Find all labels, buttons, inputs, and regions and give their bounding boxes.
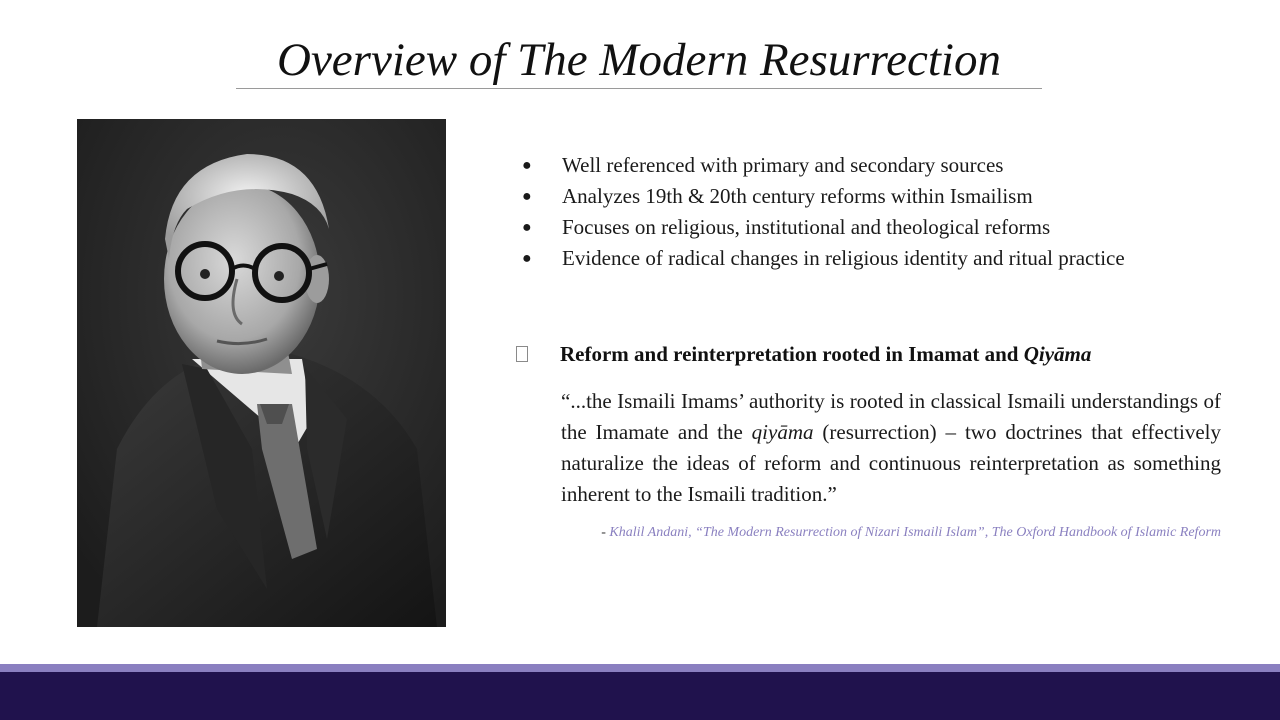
bullet-text: Evidence of radical changes in religious identity and ritual practice	[562, 246, 1125, 270]
bullet-icon: ●	[522, 157, 532, 174]
quote-text-before: “...the Ismaili Imams’ authority is rooted in classical Ismaili understandings of the Imamate and the	[561, 389, 1221, 444]
slide-title: Overview of The Modern Resurrection	[277, 34, 1001, 86]
title-underline	[236, 88, 1042, 89]
citation-source: Khalil Andani, “The Modern Resurrection of Nizari Ismaili Islam”, The Oxford Handbook of Islamic Reform	[609, 525, 1221, 540]
list-item	[522, 150, 1242, 181]
list-item	[522, 212, 1242, 243]
bullet-icon: ●	[522, 219, 532, 236]
bullet-text: Analyzes 19th & 20th century reforms within Ismailism	[562, 184, 1033, 208]
list-item	[522, 181, 1242, 212]
portrait-photo	[77, 119, 446, 627]
quote-text-after: (resurrection) – two doctrines that effectively naturalize the ideas of reform and continuous reinterpretation as something inherent to the Ismaili tradition.”	[561, 420, 1221, 506]
bullet-icon: ●	[522, 188, 532, 205]
quote-term: qiyāma	[751, 420, 814, 444]
bullet-list	[522, 150, 1242, 274]
bullet-text: Well referenced with primary and secondary sources	[562, 153, 1004, 177]
bullet-icon: ●	[522, 250, 532, 267]
bullet-text: Focuses on religious, institutional and theological reforms	[562, 215, 1051, 239]
citation	[561, 526, 1221, 540]
portrait-illustration	[77, 119, 446, 627]
list-item	[522, 243, 1242, 274]
quote-block	[561, 386, 1221, 510]
footer-bar	[0, 672, 1280, 720]
section-heading-term: Qiyāma	[1023, 342, 1092, 366]
section-heading-text: Reform and reinterpretation rooted in Imamat and	[560, 342, 1024, 366]
checkbox-icon	[516, 346, 528, 362]
section-heading	[560, 340, 1091, 368]
citation-prefix: -	[601, 525, 610, 540]
footer-accent-stripe	[0, 664, 1280, 672]
